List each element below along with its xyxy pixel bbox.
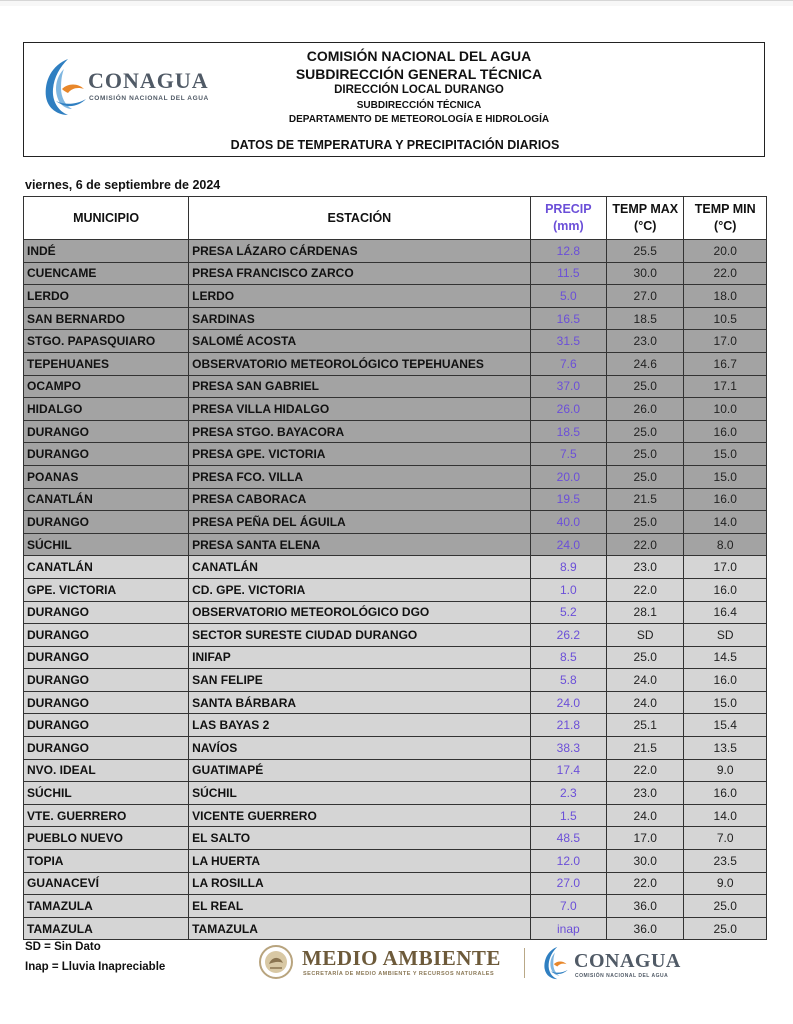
header-estacion: ESTACIÓN [189, 197, 531, 240]
cell-precip: 2.3 [530, 782, 606, 805]
cell-precip: 18.5 [530, 420, 606, 443]
table-row [24, 488, 767, 511]
cell-estacion: SECTOR SURESTE CIUDAD DURANGO [189, 624, 531, 647]
table-row [24, 556, 767, 579]
cell-estacion: GUATIMAPÉ [189, 759, 531, 782]
header-temp-min-unit: (°C) [714, 219, 737, 233]
cell-municipio: TAMAZULA [24, 895, 189, 918]
cell-precip: 26.2 [530, 624, 606, 647]
table-row [24, 759, 767, 782]
cell-estacion: SANTA BÁRBARA [189, 691, 531, 714]
report-header [23, 42, 765, 157]
cell-municipio: DURANGO [24, 511, 189, 534]
cell-temp-max: 25.0 [607, 443, 684, 466]
cell-temp-max: 30.0 [607, 262, 684, 285]
cell-municipio: CANATLÁN [24, 488, 189, 511]
header-temp-min [684, 197, 767, 240]
report-date: viernes, 6 de septiembre de 2024 [25, 178, 221, 192]
cell-temp-min: 16.0 [684, 488, 767, 511]
table-row [24, 307, 767, 330]
cell-precip: 1.0 [530, 578, 606, 601]
table-row [24, 375, 767, 398]
cell-temp-min: 15.4 [684, 714, 767, 737]
cell-temp-min: 15.0 [684, 443, 767, 466]
cell-estacion: PRESA FRANCISCO ZARCO [189, 262, 531, 285]
cell-temp-max: 24.0 [607, 669, 684, 692]
header-municipio: MUNICIPIO [24, 197, 189, 240]
cell-precip: 17.4 [530, 759, 606, 782]
cell-estacion: LAS BAYAS 2 [189, 714, 531, 737]
cell-temp-min: 16.0 [684, 782, 767, 805]
cell-municipio: TOPIA [24, 850, 189, 873]
cell-municipio: CUENCAME [24, 262, 189, 285]
cell-municipio: DURANGO [24, 737, 189, 760]
cell-temp-min: 16.0 [684, 669, 767, 692]
cell-precip: inap [530, 917, 606, 940]
table-row [24, 782, 767, 805]
weather-data-table [23, 196, 767, 940]
cell-temp-min: 25.0 [684, 895, 767, 918]
header-line-3: DIRECCIÓN LOCAL DURANGO [334, 84, 504, 96]
header-line-2: SUBDIRECCIÓN GENERAL TÉCNICA [295, 66, 543, 82]
cell-estacion: OBSERVATORIO METEOROLÓGICO TEPEHUANES [189, 352, 531, 375]
cell-estacion: VICENTE GUERRERO [189, 804, 531, 827]
table-row [24, 669, 767, 692]
cell-precip: 8.5 [530, 646, 606, 669]
cell-estacion: PRESA LÁZARO CÁRDENAS [189, 240, 531, 263]
header-precip [530, 197, 606, 240]
cell-estacion: SALOMÉ ACOSTA [189, 330, 531, 353]
legend-sd: SD = Sin Dato [25, 941, 101, 953]
cell-temp-max: 24.6 [607, 352, 684, 375]
cell-municipio: CANATLÁN [24, 556, 189, 579]
cell-temp-max: 23.0 [607, 782, 684, 805]
cell-municipio: DURANGO [24, 691, 189, 714]
table-row [24, 398, 767, 421]
cell-estacion: INIFAP [189, 646, 531, 669]
cell-precip: 24.0 [530, 691, 606, 714]
cell-temp-max: 17.0 [607, 827, 684, 850]
cell-estacion: SAN FELIPE [189, 669, 531, 692]
table-row [24, 714, 767, 737]
cell-temp-max: 22.0 [607, 578, 684, 601]
cell-precip: 20.0 [530, 465, 606, 488]
medio-ambiente-subtitle: SECRETARÍA DE MEDIO AMBIENTE Y RECURSOS NATURALES [303, 971, 495, 977]
cell-temp-min: 17.0 [684, 556, 767, 579]
cell-municipio: DURANGO [24, 420, 189, 443]
conagua-wave-icon [38, 55, 90, 119]
cell-estacion: EL SALTO [189, 827, 531, 850]
header-precip-unit: (mm) [553, 219, 584, 233]
table-row [24, 827, 767, 850]
cell-temp-min: 16.7 [684, 352, 767, 375]
table-row [24, 330, 767, 353]
cell-temp-min: 14.0 [684, 804, 767, 827]
government-seal-icon [258, 944, 294, 980]
table-row [24, 262, 767, 285]
cell-municipio: GUANACEVÍ [24, 872, 189, 895]
cell-municipio: DURANGO [24, 601, 189, 624]
cell-temp-max: 24.0 [607, 804, 684, 827]
cell-temp-min: 15.0 [684, 465, 767, 488]
medio-ambiente-title: MEDIO AMBIENTE [302, 946, 501, 970]
cell-temp-max: 23.0 [607, 330, 684, 353]
table-row [24, 465, 767, 488]
cell-municipio: POANAS [24, 465, 189, 488]
table-row [24, 646, 767, 669]
cell-precip: 8.9 [530, 556, 606, 579]
cell-temp-min: 16.0 [684, 420, 767, 443]
cell-precip: 21.8 [530, 714, 606, 737]
report-title: DATOS DE TEMPERATURA Y PRECIPITACIÓN DIARIOS [230, 138, 560, 152]
cell-temp-min: 18.0 [684, 285, 767, 308]
cell-temp-min: 25.0 [684, 917, 767, 940]
header-temp-max-unit: (°C) [634, 219, 657, 233]
table-row [24, 601, 767, 624]
table-row [24, 737, 767, 760]
footer-conagua-wordmark: CONAGUA [574, 950, 681, 972]
cell-municipio: DURANGO [24, 443, 189, 466]
table-row [24, 691, 767, 714]
header-temp-max-label: TEMP MAX [612, 202, 679, 216]
cell-temp-max: 26.0 [607, 398, 684, 421]
cell-municipio: DURANGO [24, 624, 189, 647]
cell-temp-min: 14.0 [684, 511, 767, 534]
cell-temp-max: 25.0 [607, 465, 684, 488]
table-row [24, 917, 767, 940]
cell-precip: 37.0 [530, 375, 606, 398]
cell-temp-max: 21.5 [607, 488, 684, 511]
cell-temp-max: 22.0 [607, 872, 684, 895]
cell-precip: 11.5 [530, 262, 606, 285]
cell-temp-max: 28.1 [607, 601, 684, 624]
header-temp-max [607, 197, 684, 240]
cell-temp-min: 16.0 [684, 578, 767, 601]
cell-estacion: SARDINAS [189, 307, 531, 330]
cell-precip: 7.5 [530, 443, 606, 466]
cell-precip: 7.6 [530, 352, 606, 375]
cell-estacion: NAVÍOS [189, 737, 531, 760]
header-line-5: DEPARTAMENTO DE METEOROLOGÍA E HIDROLOGÍA [288, 114, 550, 125]
table-row [24, 352, 767, 375]
cell-municipio: DURANGO [24, 669, 189, 692]
cell-estacion: LA ROSILLA [189, 872, 531, 895]
table-row [24, 578, 767, 601]
cell-temp-min: SD [684, 624, 767, 647]
table-row [24, 872, 767, 895]
cell-temp-max: 30.0 [607, 850, 684, 873]
cell-estacion: PRESA CABORACA [189, 488, 531, 511]
table-row [24, 624, 767, 647]
cell-estacion: SÚCHIL [189, 782, 531, 805]
cell-municipio: OCAMPO [24, 375, 189, 398]
cell-temp-min: 7.0 [684, 827, 767, 850]
logo-subtext: COMISIÓN NACIONAL DEL AGUA [89, 95, 209, 102]
cell-temp-max: 25.0 [607, 420, 684, 443]
cell-temp-max: 24.0 [607, 691, 684, 714]
table-row [24, 420, 767, 443]
cell-municipio: SAN BERNARDO [24, 307, 189, 330]
footer-divider [524, 948, 525, 978]
cell-precip: 24.0 [530, 533, 606, 556]
header-line-1: COMISIÓN NACIONAL DEL AGUA [306, 48, 532, 64]
table-row [24, 511, 767, 534]
cell-municipio: DURANGO [24, 646, 189, 669]
cell-temp-min: 13.5 [684, 737, 767, 760]
table-body [24, 240, 767, 940]
cell-municipio: VTE. GUERRERO [24, 804, 189, 827]
cell-estacion: PRESA VILLA HIDALGO [189, 398, 531, 421]
cell-estacion: TAMAZULA [189, 917, 531, 940]
cell-precip: 38.3 [530, 737, 606, 760]
cell-temp-min: 23.5 [684, 850, 767, 873]
cell-municipio: GPE. VICTORIA [24, 578, 189, 601]
cell-precip: 5.2 [530, 601, 606, 624]
footer-logos [258, 942, 698, 986]
table-row [24, 240, 767, 263]
cell-temp-min: 8.0 [684, 533, 767, 556]
cell-temp-min: 17.0 [684, 330, 767, 353]
cell-temp-max: 25.5 [607, 240, 684, 263]
cell-estacion: PRESA PEÑA DEL ÁGUILA [189, 511, 531, 534]
cell-temp-max: 22.0 [607, 533, 684, 556]
table-header-row [24, 197, 767, 240]
cell-precip: 7.0 [530, 895, 606, 918]
cell-municipio: PUEBLO NUEVO [24, 827, 189, 850]
cell-temp-max: 36.0 [607, 895, 684, 918]
cell-temp-max: 25.1 [607, 714, 684, 737]
cell-municipio: HIDALGO [24, 398, 189, 421]
cell-temp-min: 22.0 [684, 262, 767, 285]
cell-precip: 27.0 [530, 872, 606, 895]
cell-estacion: CANATLÁN [189, 556, 531, 579]
header-temp-min-label: TEMP MIN [694, 202, 756, 216]
cell-temp-min: 10.5 [684, 307, 767, 330]
cell-municipio: NVO. IDEAL [24, 759, 189, 782]
table-row [24, 533, 767, 556]
cell-temp-max: 25.0 [607, 375, 684, 398]
conagua-logo [38, 55, 218, 119]
footer-conagua-subtext: COMISIÓN NACIONAL DEL AGUA [575, 973, 669, 979]
cell-temp-max: SD [607, 624, 684, 647]
cell-temp-min: 9.0 [684, 872, 767, 895]
cell-temp-max: 23.0 [607, 556, 684, 579]
cell-temp-min: 9.0 [684, 759, 767, 782]
cell-precip: 26.0 [530, 398, 606, 421]
cell-municipio: LERDO [24, 285, 189, 308]
cell-precip: 19.5 [530, 488, 606, 511]
cell-municipio: TAMAZULA [24, 917, 189, 940]
table-row [24, 895, 767, 918]
cell-estacion: PRESA GPE. VICTORIA [189, 443, 531, 466]
cell-municipio: TEPEHUANES [24, 352, 189, 375]
cell-temp-max: 21.5 [607, 737, 684, 760]
cell-estacion: EL REAL [189, 895, 531, 918]
cell-temp-max: 18.5 [607, 307, 684, 330]
cell-precip: 5.8 [530, 669, 606, 692]
cell-precip: 12.0 [530, 850, 606, 873]
cell-estacion: PRESA FCO. VILLA [189, 465, 531, 488]
cell-temp-min: 17.1 [684, 375, 767, 398]
cell-precip: 12.8 [530, 240, 606, 263]
cell-estacion: CD. GPE. VICTORIA [189, 578, 531, 601]
cell-municipio: SÚCHIL [24, 533, 189, 556]
cell-temp-max: 22.0 [607, 759, 684, 782]
cell-temp-min: 14.5 [684, 646, 767, 669]
cell-temp-min: 20.0 [684, 240, 767, 263]
cell-estacion: LA HUERTA [189, 850, 531, 873]
cell-temp-min: 16.4 [684, 601, 767, 624]
header-precip-label: PRECIP [545, 202, 592, 216]
cell-precip: 5.0 [530, 285, 606, 308]
cell-precip: 1.5 [530, 804, 606, 827]
cell-precip: 31.5 [530, 330, 606, 353]
table-row [24, 804, 767, 827]
cell-estacion: OBSERVATORIO METEOROLÓGICO DGO [189, 601, 531, 624]
cell-municipio: SÚCHIL [24, 782, 189, 805]
cell-temp-min: 10.0 [684, 398, 767, 421]
conagua-wave-icon [540, 944, 570, 982]
legend-inap: Inap = Lluvia Inapreciable [25, 961, 166, 973]
cell-precip: 16.5 [530, 307, 606, 330]
cell-temp-min: 15.0 [684, 691, 767, 714]
cell-temp-max: 36.0 [607, 917, 684, 940]
cell-estacion: PRESA SANTA ELENA [189, 533, 531, 556]
cell-municipio: INDÉ [24, 240, 189, 263]
table-row [24, 850, 767, 873]
cell-municipio: DURANGO [24, 714, 189, 737]
header-line-4: SUBDIRECCIÓN TÉCNICA [356, 100, 482, 111]
cell-temp-max: 25.0 [607, 646, 684, 669]
footer-conagua-logo [540, 944, 690, 984]
cell-municipio: STGO. PAPASQUIARO [24, 330, 189, 353]
top-border [0, 0, 793, 6]
cell-precip: 48.5 [530, 827, 606, 850]
cell-estacion: LERDO [189, 285, 531, 308]
cell-estacion: PRESA SAN GABRIEL [189, 375, 531, 398]
cell-temp-max: 27.0 [607, 285, 684, 308]
cell-temp-max: 25.0 [607, 511, 684, 534]
cell-estacion: PRESA STGO. BAYACORA [189, 420, 531, 443]
logo-wordmark: CONAGUA [88, 68, 209, 93]
cell-precip: 40.0 [530, 511, 606, 534]
table-row [24, 285, 767, 308]
table-row [24, 443, 767, 466]
